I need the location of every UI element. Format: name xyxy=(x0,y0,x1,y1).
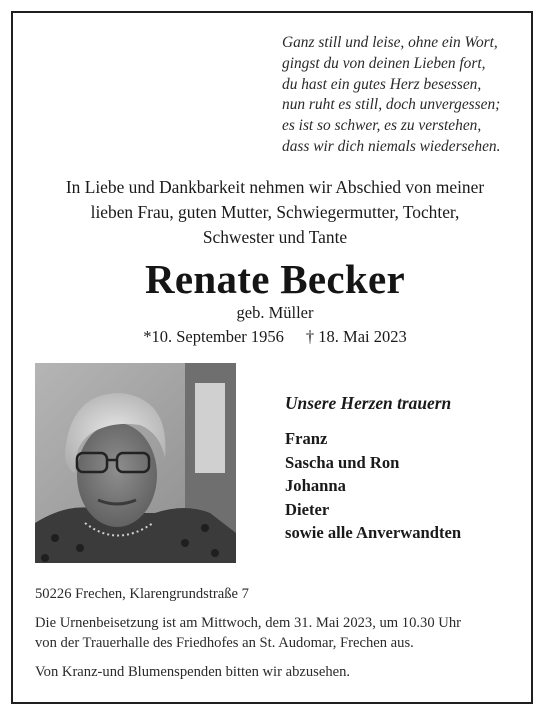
poem-line: gingst du von deinen Lieben fort, xyxy=(282,54,486,72)
mourners-heading: Unsere Herzen trauern xyxy=(285,393,452,413)
funeral-info xyxy=(35,613,461,653)
mourner-name: Dieter xyxy=(285,499,330,519)
birth-name: geb. Müller xyxy=(236,303,314,322)
poem-line: es ist so schwer, es zu verstehen, xyxy=(282,117,482,135)
notice-footer xyxy=(35,584,461,682)
death-date: † 18. Mai 2023 xyxy=(305,327,407,346)
mourner-name: sowie alle Anverwandten xyxy=(285,523,462,543)
poem-line: Ganz still und leise, ohne ein Wort, xyxy=(282,34,498,51)
funeral-info-line: Die Urnenbeisetzung ist am Mittwoch, dem 31. Mai 2023, um 10.30 Uhr xyxy=(35,615,461,631)
flower-note: Von Kranz-und Blumenspenden bitten wir abzusehen. xyxy=(35,664,351,680)
portrait-photo xyxy=(35,363,236,563)
mourner-name: Franz xyxy=(285,429,328,448)
farewell-line: In Liebe und Dankbarkeit nehmen wir Abschied von meiner xyxy=(65,177,485,197)
farewell-line: lieben Frau, guten Mutter, Schwiegermutter, Tochter, xyxy=(90,202,460,222)
mourner-name: Sascha und Ron xyxy=(285,452,400,472)
deceased-name: Renate Becker xyxy=(144,256,406,302)
mourners-list xyxy=(285,427,461,545)
funeral-info-line: von der Trauerhalle des Friedhofes an St. Audomar, Frechen aus. xyxy=(35,635,414,651)
birth-date: *10. September 1956 xyxy=(143,327,284,346)
farewell-line: Schwester und Tante xyxy=(202,227,348,247)
poem-line: dass wir dich niemals wiedersehen. xyxy=(282,137,501,155)
mourner-name: Johanna xyxy=(285,476,346,496)
life-dates xyxy=(0,326,550,348)
portrait-image xyxy=(35,363,236,563)
poem xyxy=(282,33,500,158)
address: 50226 Frechen, Klarengrundstraße 7 xyxy=(35,586,249,602)
poem-line: du hast ein gutes Herz besessen, xyxy=(282,75,482,93)
poem-line: nun ruht es still, doch unvergessen; xyxy=(282,96,501,114)
farewell-text xyxy=(0,175,550,250)
